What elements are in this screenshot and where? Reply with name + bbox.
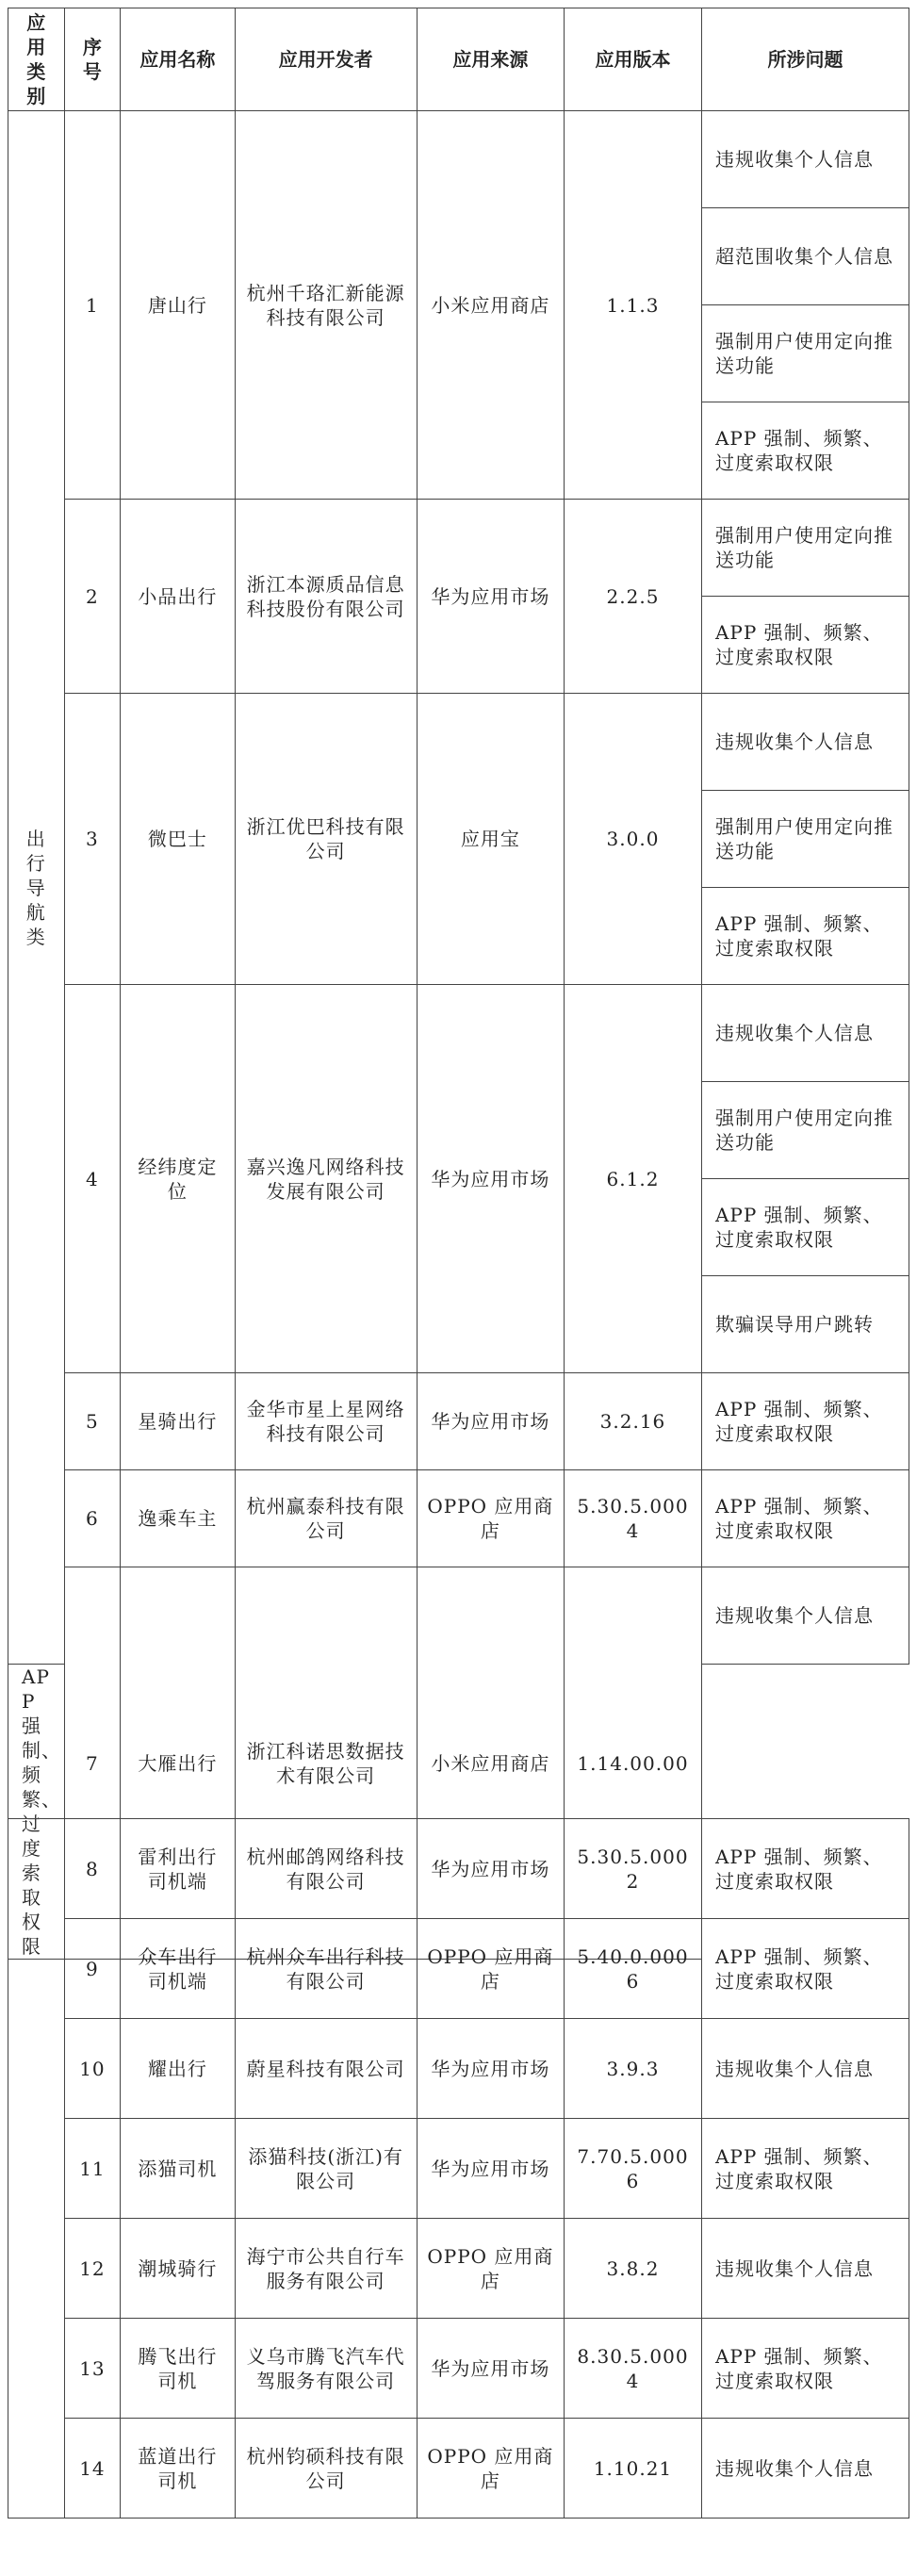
header-source: 应用来源 xyxy=(417,8,564,111)
source-cell: 华为应用市场 xyxy=(417,2319,564,2419)
version-cell: 1.1.3 xyxy=(565,111,702,500)
name-cell: 小品出行 xyxy=(121,500,235,694)
developer-cell: 嘉兴逸凡网络科技发展有限公司 xyxy=(235,985,417,1373)
issue-cell: APP 强制、频繁、过度索取权限 xyxy=(701,888,909,985)
index-cell: 11 xyxy=(64,2119,121,2219)
issue-cell: 强制用户使用定向推送功能 xyxy=(701,791,909,888)
table-row xyxy=(8,1470,909,1567)
developer-cell: 蔚星科技有限公司 xyxy=(235,2019,417,2119)
header-row xyxy=(8,8,909,111)
index-cell: 7 xyxy=(64,1567,121,1960)
name-cell: 星骑出行 xyxy=(121,1373,235,1470)
index-cell: 13 xyxy=(64,2319,121,2419)
version-cell: 1.10.21 xyxy=(565,2419,702,2519)
source-cell: OPPO 应用商店 xyxy=(417,1919,564,2019)
developer-cell: 浙江优巴科技有限公司 xyxy=(235,694,417,985)
header-issues: 所涉问题 xyxy=(701,8,909,111)
issue-cell: 违规收集个人信息 xyxy=(701,1567,909,1665)
issue-cell: 超范围收集个人信息 xyxy=(701,208,909,305)
issue-cell: APP 强制、频繁、过度索取权限 xyxy=(701,402,909,500)
index-cell: 14 xyxy=(64,2419,121,2519)
source-cell: 华为应用市场 xyxy=(417,1373,564,1470)
table-row xyxy=(8,111,909,208)
name-cell: 众车出行司机端 xyxy=(121,1919,235,2019)
developer-cell: 金华市星上星网络科技有限公司 xyxy=(235,1373,417,1470)
name-cell: 蓝道出行司机 xyxy=(121,2419,235,2519)
name-cell: 潮城骑行 xyxy=(121,2219,235,2319)
table-row xyxy=(8,694,909,791)
issue-cell: 违规收集个人信息 xyxy=(701,694,909,791)
name-cell: 唐山行 xyxy=(121,111,235,500)
developer-cell: 浙江本源质品信息科技股份有限公司 xyxy=(235,500,417,694)
developer-cell: 添猫科技(浙江)有限公司 xyxy=(235,2119,417,2219)
name-cell: 雷利出行司机端 xyxy=(121,1819,235,1919)
table-row xyxy=(8,2319,909,2419)
table-row xyxy=(8,2219,909,2319)
header-index: 序号 xyxy=(64,8,121,111)
issue-cell: APP 强制、频繁、过度索取权限 xyxy=(701,2319,909,2419)
issue-cell: 违规收集个人信息 xyxy=(701,2019,909,2119)
source-cell: 华为应用市场 xyxy=(417,2019,564,2119)
app-table-part-2 xyxy=(8,1818,909,2519)
issue-cell: APP 强制、频繁、过度索取权限 xyxy=(701,1373,909,1470)
header-version: 应用版本 xyxy=(565,8,702,111)
name-cell: 添猫司机 xyxy=(121,2119,235,2219)
issue-cell: APP 强制、频繁、过度索取权限 xyxy=(701,1179,909,1276)
index-cell: 1 xyxy=(64,111,121,500)
version-cell: 6.1.2 xyxy=(565,985,702,1373)
source-cell: 应用宝 xyxy=(417,694,564,985)
table-row xyxy=(8,1567,909,1665)
name-cell: 耀出行 xyxy=(121,2019,235,2119)
version-cell: 5.30.5.0004 xyxy=(565,1470,702,1567)
app-table-part-1 xyxy=(8,8,909,1960)
source-cell: OPPO 应用商店 xyxy=(417,1470,564,1567)
issue-cell: APP 强制、频繁、过度索取权限 xyxy=(701,597,909,694)
version-cell: 5.40.0.0006 xyxy=(565,1919,702,2019)
issue-cell: 违规收集个人信息 xyxy=(701,985,909,1082)
issue-cell: 违规收集个人信息 xyxy=(701,2419,909,2519)
issue-cell: 强制用户使用定向推送功能 xyxy=(701,1082,909,1179)
name-cell: 经纬度定位 xyxy=(121,985,235,1373)
source-cell: OPPO 应用商店 xyxy=(417,2419,564,2519)
developer-cell: 杭州千珞汇新能源科技有限公司 xyxy=(235,111,417,500)
version-cell: 3.0.0 xyxy=(565,694,702,985)
source-cell: 华为应用市场 xyxy=(417,2119,564,2219)
name-cell: 微巴士 xyxy=(121,694,235,985)
issue-cell: 违规收集个人信息 xyxy=(701,2219,909,2319)
version-cell: 3.9.3 xyxy=(565,2019,702,2119)
version-cell: 2.2.5 xyxy=(565,500,702,694)
table-row xyxy=(8,1373,909,1470)
header-developer: 应用开发者 xyxy=(235,8,417,111)
table-row xyxy=(8,500,909,597)
table-row xyxy=(8,2419,909,2519)
index-cell: 5 xyxy=(64,1373,121,1470)
source-cell: 华为应用市场 xyxy=(417,985,564,1373)
source-cell: 小米应用商店 xyxy=(417,1567,564,1960)
developer-cell: 杭州邮鸽网络科技有限公司 xyxy=(235,1819,417,1919)
developer-cell: 义乌市腾飞汽车代驾服务有限公司 xyxy=(235,2319,417,2419)
version-cell: 8.30.5.0004 xyxy=(565,2319,702,2419)
header-name: 应用名称 xyxy=(121,8,235,111)
issue-cell: APP 强制、频繁、过度索取权限 xyxy=(701,2119,909,2219)
version-cell: 3.2.16 xyxy=(565,1373,702,1470)
developer-cell: 海宁市公共自行车服务有限公司 xyxy=(235,2219,417,2319)
name-cell: 大雁出行 xyxy=(121,1567,235,1960)
issue-cell: APP 强制、频繁、过度索取权限 xyxy=(701,1819,909,1919)
category-cell: 出行导航类 xyxy=(8,111,65,1665)
index-cell: 10 xyxy=(64,2019,121,2119)
version-cell: 3.8.2 xyxy=(565,2219,702,2319)
name-cell: 腾飞出行司机 xyxy=(121,2319,235,2419)
issue-cell: 违规收集个人信息 xyxy=(701,111,909,208)
index-cell: 12 xyxy=(64,2219,121,2319)
index-cell: 9 xyxy=(64,1919,121,2019)
issue-cell: APP 强制、频繁、过度索取权限 xyxy=(701,1470,909,1567)
index-cell: 4 xyxy=(64,985,121,1373)
issue-cell: 欺骗误导用户跳转 xyxy=(701,1276,909,1373)
issue-cell: APP 强制、频繁、过度索取权限 xyxy=(701,1919,909,2019)
version-cell: 7.70.5.0006 xyxy=(565,2119,702,2219)
table-row xyxy=(8,2119,909,2219)
table-row xyxy=(8,985,909,1082)
header-category: 应用类别 xyxy=(8,8,65,111)
source-cell: 华为应用市场 xyxy=(417,1819,564,1919)
name-cell: 逸乘车主 xyxy=(121,1470,235,1567)
issue-cell: 强制用户使用定向推送功能 xyxy=(701,305,909,402)
developer-cell: 杭州赢泰科技有限公司 xyxy=(235,1470,417,1567)
developer-cell: 杭州众车出行科技有限公司 xyxy=(235,1919,417,2019)
table-row xyxy=(8,1919,909,2019)
issue-cell: 强制用户使用定向推送功能 xyxy=(701,500,909,597)
index-cell: 6 xyxy=(64,1470,121,1567)
version-cell: 5.30.5.0002 xyxy=(565,1819,702,1919)
category-cell-continued xyxy=(8,1819,65,2519)
source-cell: 华为应用市场 xyxy=(417,500,564,694)
issue-cell: APP 强制、频繁、过度索取权限 xyxy=(8,1665,65,1960)
table-row xyxy=(8,2019,909,2119)
index-cell: 2 xyxy=(64,500,121,694)
version-cell: 1.14.00.00 xyxy=(565,1567,702,1960)
index-cell: 8 xyxy=(64,1819,121,1919)
developer-cell: 浙江科诺思数据技术有限公司 xyxy=(235,1567,417,1960)
index-cell: 3 xyxy=(64,694,121,985)
table-row xyxy=(8,1819,909,1919)
source-cell: OPPO 应用商店 xyxy=(417,2219,564,2319)
developer-cell: 杭州钧硕科技有限公司 xyxy=(235,2419,417,2519)
source-cell: 小米应用商店 xyxy=(417,111,564,500)
